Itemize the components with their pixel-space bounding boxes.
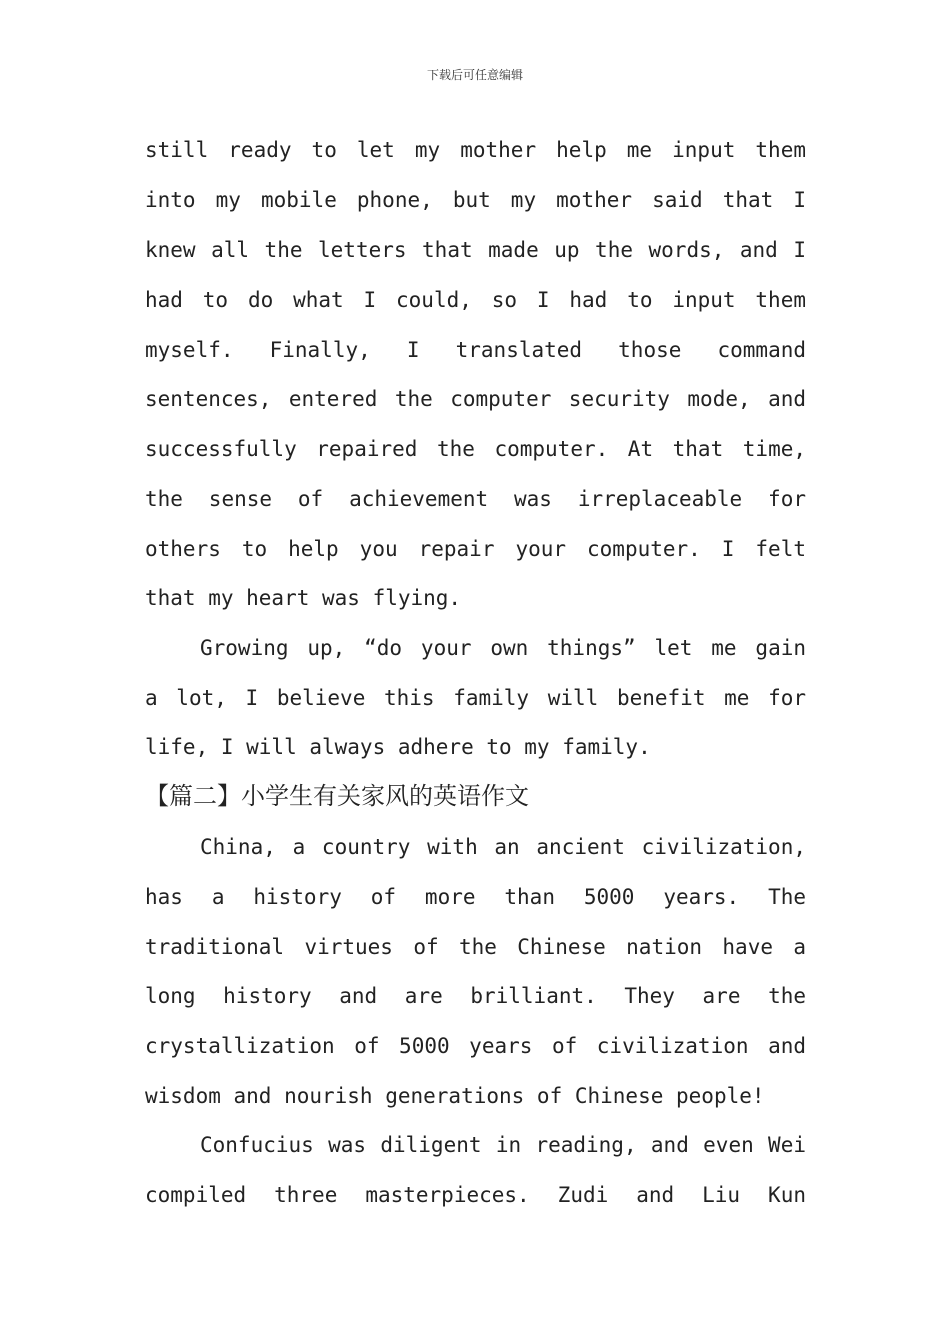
text-line: had to do what I could, so I had to input them bbox=[145, 288, 806, 312]
text-line: China, a country with an ancient civilization, bbox=[200, 835, 806, 859]
text-line: that my heart was flying. bbox=[145, 586, 462, 610]
page-header: 下载后可任意编辑 bbox=[426, 68, 523, 82]
text-line: others to help you repair your computer. I felt bbox=[145, 537, 806, 561]
text-line: knew all the letters that made up the words, and I bbox=[145, 238, 806, 262]
text-line: Growing up, “do your own things” let me gain bbox=[200, 636, 806, 660]
text-line: the sense of achievement was irreplaceable for bbox=[145, 487, 806, 511]
text-line: traditional virtues of the Chinese nation have a bbox=[145, 935, 806, 959]
text-line: wisdom and nourish generations of Chinese people! bbox=[145, 1084, 765, 1108]
text-line: crystallization of 5000 years of civilization and bbox=[145, 1034, 806, 1058]
text-line: Confucius was diligent in reading, and even Wei bbox=[200, 1133, 806, 1157]
text-line: has a history of more than 5000 years. The bbox=[145, 885, 806, 909]
text-line: long history and are brilliant. They are the bbox=[145, 984, 806, 1008]
text-line: sentences, entered the computer security mode, and bbox=[145, 387, 806, 411]
text-line: successfully repaired the computer. At that time, bbox=[145, 437, 806, 461]
text-line: life, I will always adhere to my family. bbox=[145, 735, 651, 759]
text-line: into my mobile phone, but my mother said that I bbox=[145, 188, 806, 212]
section-heading: 【篇二】小学生有关家风的英语作文 bbox=[145, 782, 529, 810]
text-line: still ready to let my mother help me input them bbox=[145, 138, 806, 162]
text-line: a lot, I believe this family will benefit me for bbox=[145, 686, 806, 710]
text-line: myself. Finally, I translated those command bbox=[145, 338, 806, 362]
text-line: compiled three masterpieces. Zudi and Liu Kun bbox=[145, 1183, 806, 1207]
